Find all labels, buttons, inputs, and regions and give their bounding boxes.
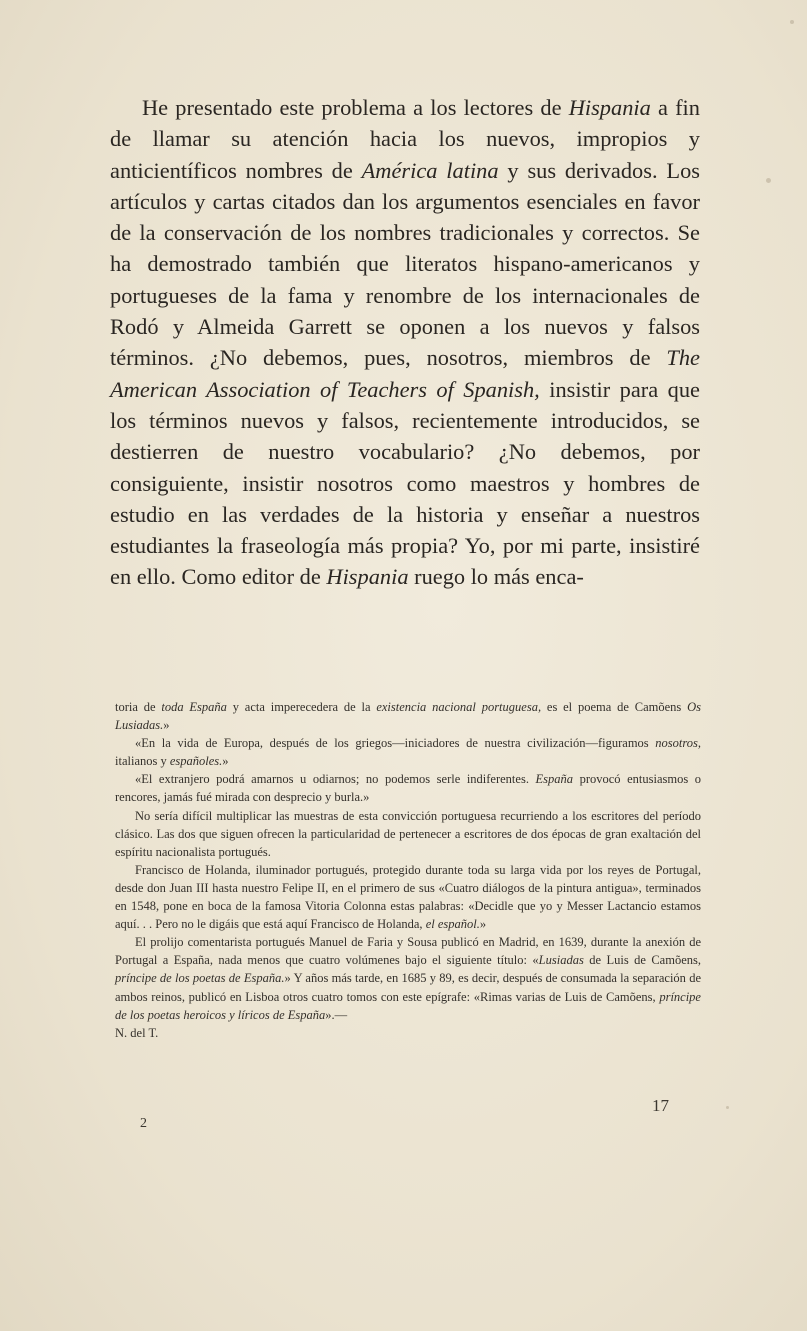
text-run: ».— (325, 1007, 348, 1022)
text-run: » (163, 718, 170, 733)
text-run: «El extranjero podrá amarnos u odiarnos; no podemos serle indiferentes. (135, 772, 536, 787)
text-run: ruego lo más enca- (408, 564, 584, 590)
paper-spot (766, 178, 771, 183)
text-run: He presentado este problema a los lectores de (142, 95, 569, 120)
italic-run: Os Lusiadas. (115, 700, 701, 733)
text-run: y acta imperecedera de la (226, 700, 377, 714)
text-run: El prolijo comentarista portugués Manuel de Faria y Sousa publicó en Madrid, en 1639, durante la anexión de Portugal a España, nada menos que cuatro volúmenes bajo el siguiente título: « (115, 935, 701, 968)
text-run: provocó entusiasmos o rencores, jamás fué mirada con desprecio y burla.» (115, 772, 701, 805)
footnote-paragraph (115, 861, 701, 933)
footnote-paragraph (115, 933, 701, 1023)
main-text (110, 92, 700, 593)
text-run: es el poema de Camõens (541, 700, 688, 714)
text-run: de Luis de Camõens, (583, 953, 701, 968)
text-run: a fin de llamar su atención hacia los nuevos, impropios y anticientíficos nombres de (110, 95, 700, 183)
text-run: » (222, 754, 229, 769)
italic-run: príncipe de los poetas heroicos y líricos de España (115, 989, 701, 1022)
text-run: «En la vida de Europa, después de los griegos—iniciadores de nuestra civilización—figuramos (135, 736, 656, 751)
italic-run: América latina (361, 157, 499, 183)
italic-run: españoles. (169, 754, 223, 769)
text-run: Francisco de Holanda, iluminador portugués, protegido durante toda su larga vida por los reyes de Portugal, desde don Juan III hasta nuestro Felipe II, en el primero de sus «Cuatro diálogos de la pintura antigua», terminados en 1548, pone en boca de la famosa Vitoria Colonna estas palabras: «Decidle que yo y Messer Lactancio estamos aquí. . . Pero no le digáis que está aquí Francisco de Holanda, (115, 862, 701, 932)
text-run: » (479, 917, 487, 932)
footnote-paragraph (115, 770, 701, 806)
italic-run: toda España (161, 700, 227, 714)
italic-run: Lusiadas (538, 953, 584, 968)
translator-signature: N. del T. (115, 1025, 159, 1040)
text-run: insistir para que los términos nuevos y falsos, recientemente introducidos, se destierren de nuestro vocabulario? ¿No debemos, por consiguiente, insistir nosotros como maestros y hombres de estudio en las verdades de la historia y enseñar a nuestros estudiantes la fraseología más propia? Yo, por mi parte, insistiré en ello. Como editor de (110, 376, 700, 590)
footnote-paragraph (115, 734, 701, 770)
italic-run: el español. (425, 917, 480, 932)
body-paragraph (110, 92, 700, 593)
text-run: » Y años más tarde, en 1685 y 89, es decir, después de consumada la separación de ambos reinos, publicó en Lisboa otros cuatro tomos con este epígrafe: «Rimas varias de Luis de Camõens, (115, 971, 702, 1004)
italic-run: Hispania (568, 95, 651, 120)
italic-run: príncipe de los poetas de España. (115, 971, 285, 986)
italic-run: The American Association of Teachers of Spanish, (110, 345, 700, 402)
italic-run: nosotros, (655, 736, 701, 751)
text-run: No sería difícil multiplicar las muestras de esta convicción portuguesa recurriendo a los escritores del período clásico. Las dos que siguen ofrecen la particularidad de pertenecer a escritores de dos épocas de gran exaltación del espíritu nacionalista portugués. (115, 808, 701, 859)
paper-spot (726, 1106, 729, 1109)
paper-spot (790, 20, 794, 24)
text-run: italianos y (115, 754, 170, 769)
italic-run: existencia nacional portuguesa, (376, 700, 542, 714)
text-run: y sus derivados. Los artículos y cartas citados dan los argumentos esenciales en favor de la conservación de los nombres tradicionales y correctos. Se ha demostrado también que literatos hispano-americanos y portugueses de la fama y renombre de los internacionales de Rodó y Almeida Garrett se oponen a los nuevos y falsos términos. ¿No debemos, pues, nosotros, miembros de (110, 157, 700, 371)
text-run: toria de (115, 700, 162, 714)
italic-run: Hispania (326, 564, 409, 590)
footnotes (115, 698, 701, 1042)
footnote-paragraph (115, 807, 701, 861)
footnote-paragraph (115, 698, 701, 734)
signature-mark: 2 (140, 1116, 147, 1131)
italic-run: España (535, 772, 574, 787)
page-number: 17 (652, 1096, 669, 1115)
